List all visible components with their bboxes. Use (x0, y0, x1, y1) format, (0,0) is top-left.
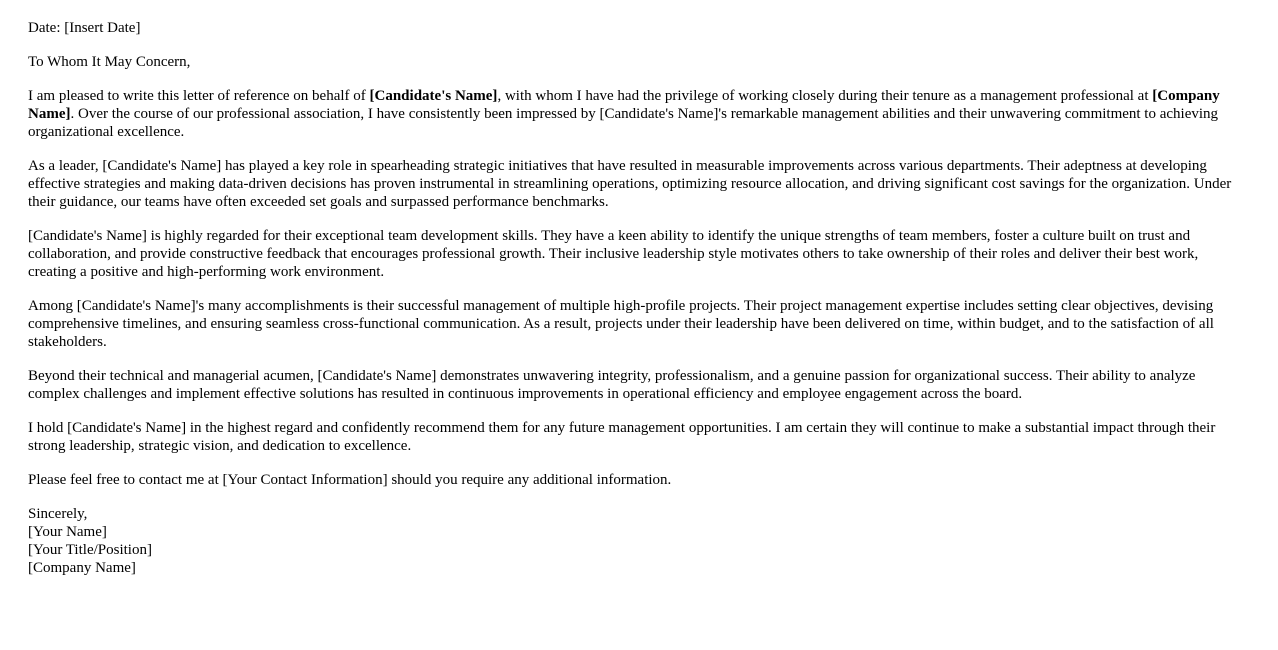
paragraph-accomplishments: Among [Candidate's Name]'s many accomplishments is their successful management of multiple high-profile projects. Their project management expertise includes setting clear objectives, devising comprehensive timelines, and ensuring seamless cross-functional communication. As a result, projects under their leadership have been delivered on time, within budget, and to the satisfaction of all stakeholders. (28, 298, 1214, 350)
signer-company: [Company Name] (28, 560, 136, 576)
closing: Sincerely, (28, 506, 88, 522)
paragraph-introduction (28, 87, 1250, 141)
signer-name: [Your Name] (28, 524, 107, 540)
intro-text-3: . Over the course of our professional association, I have consistently been impressed by [Candidate's Name]'s remarkable management abilities and their unwavering commitment to achieving organizational excellence. (28, 106, 1219, 140)
salutation: To Whom It May Concern, (28, 54, 191, 70)
intro-text-2: , with whom I have had the privilege of working closely during their tenure as a management professional at (497, 88, 1153, 104)
intro-text-1: I am pleased to write this letter of reference on behalf of (28, 88, 370, 104)
company-name-bold: [Company Name] (28, 88, 1220, 122)
paragraph-team-development: [Candidate's Name] is highly regarded for their exceptional team development skills. They have a keen ability to identify the unique strengths of team members, foster a culture built on trust and collaboration, and provide constructive feedback that encourages professional growth. Their inclusive leadership style motivates others to take ownership of their roles and deliver their best work, creating a positive and high-performing work environment. (28, 228, 1199, 280)
date-line: Date: [Insert Date] (28, 20, 141, 36)
paragraph-recommendation: I hold [Candidate's Name] in the highest regard and confidently recommend them for any future management opportunities. I am certain they will continue to make a substantial impact through their strong leadership, strategic vision, and dedication to excellence. (28, 420, 1216, 454)
paragraph-integrity: Beyond their technical and managerial acumen, [Candidate's Name] demonstrates unwavering integrity, professionalism, and a genuine passion for organizational success. Their ability to analyze complex challenges and implement effective solutions has resulted in continuous improvements in operational efficiency and employee engagement across the board. (28, 368, 1196, 402)
paragraph-leadership: As a leader, [Candidate's Name] has played a key role in spearheading strategic initiatives that have resulted in measurable improvements across various departments. Their adeptness at developing effective strategies and making data-driven decisions has proven instrumental in streamlining operations, optimizing resource allocation, and driving significant cost savings for the organization. Under their guidance, our teams have often exceeded set goals and surpassed performance benchmarks. (28, 158, 1232, 210)
candidate-name-bold: [Candidate's Name] (369, 88, 498, 104)
signer-title: [Your Title/Position] (28, 542, 152, 558)
signature-block (28, 505, 1250, 577)
paragraph-contact: Please feel free to contact me at [Your Contact Information] should you require any additional information. (28, 472, 672, 488)
